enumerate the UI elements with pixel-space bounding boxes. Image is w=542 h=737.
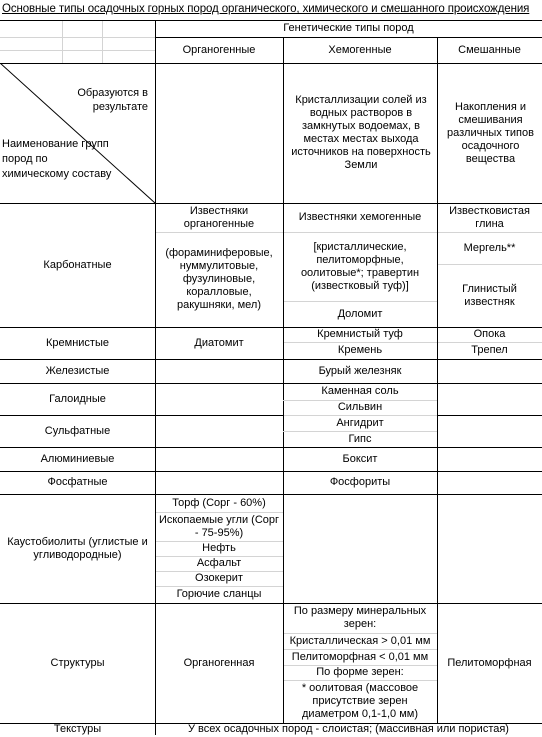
header-formed-as-result: Образуются в результате <box>77 87 148 113</box>
structures-chem-oolite: * оолитовая (массовое присутствие зерен диаметром 0,1-1,0 мм) <box>301 682 419 720</box>
group-carbonate: Карбонатные <box>43 258 112 271</box>
carbonate-mix-3: Глинистый известняк <box>462 282 517 308</box>
caustobiolite-item: Горючие сланцы <box>176 588 262 600</box>
caustobiolite-item: Ископаемые угли (Cорг - 75-95%) <box>158 513 280 539</box>
carbonate-org-title: Известняки органогенные <box>183 204 255 230</box>
haloid-chem-2: Сильвин <box>337 401 383 413</box>
siliceous-org: Диатомит <box>194 336 244 349</box>
carbonate-org-list: (фораминиферовые, нуммулитовые, фузулиновые, коралловые, ракушняки, мел) <box>165 247 273 311</box>
group-caustobiolites: Каустобиолиты (углистые и угливодородные) <box>7 535 148 561</box>
header-chemogenic: Хемогенные <box>328 43 392 56</box>
structures-chem-header-1: По размеру минеральных зерен: <box>293 605 427 630</box>
siliceous-chem-1: Кремнистый туф <box>317 328 403 340</box>
carbonate-chem-list: [кристаллические, пелитоморфные, оолитовые*; травертин (известковый туф)] <box>300 240 420 292</box>
gridline <box>102 20 103 63</box>
carbonate-mix-2: Мергель** <box>463 241 516 254</box>
structures-org: Органогенная <box>183 656 255 669</box>
header-mixed: Смешанные <box>458 43 521 56</box>
header-group-names: Наименование групп пород по химическому составу <box>2 138 112 180</box>
group-structures: Структуры <box>50 656 105 669</box>
gridline <box>283 400 437 401</box>
group-textures: Текстуры <box>53 723 102 735</box>
border-line <box>437 415 542 416</box>
gridline <box>0 50 155 51</box>
caustobiolite-item: Нефть <box>202 542 236 554</box>
structures-mix: Пелитоморфная <box>447 656 532 669</box>
group-phosphate: Фосфатные <box>47 476 108 488</box>
border-line <box>155 415 283 416</box>
haloid-chem-1: Каменная соль <box>321 385 399 397</box>
phosphate-chem: Фосфориты <box>329 476 391 488</box>
diagonal-divider <box>0 63 156 204</box>
ferruginous-chem: Бурый железняк <box>318 364 402 377</box>
caustobiolite-item: Озокерит <box>195 572 243 584</box>
chemogenic-origin: Кристаллизации солей из водных растворов в замкнутых водоемах, в местах местах выхода источников на поверхность Земли <box>291 94 431 171</box>
sulfate-chem-2: Гипс <box>348 432 372 445</box>
mixed-origin: Накопления и смешивания различных типов осадочного вещества <box>447 100 534 165</box>
gridline <box>0 37 155 38</box>
header-genetic-types: Генетические типы пород <box>283 22 414 34</box>
siliceous-chem-2: Кремень <box>337 344 383 356</box>
group-ferruginous: Железистые <box>45 364 110 377</box>
carbonate-mix-1: Известковистая глина <box>449 204 530 230</box>
structures-chem-pelit: Пелитоморфная < 0,01 мм <box>291 650 429 663</box>
carbonate-dolomite: Доломит <box>337 307 383 320</box>
aluminous-chem: Боксит <box>342 452 378 465</box>
group-sulfate: Сульфатные <box>44 424 111 437</box>
caustobiolite-item: Торф (Cорг - 60%) <box>172 496 266 509</box>
carbonate-chem-title: Известняки хемогенные <box>298 211 422 223</box>
table-title: Основные типы осадочных горных пород органического, химического и смешанного происхождения <box>2 3 530 15</box>
group-siliceous: Кремнистые <box>46 336 109 349</box>
siliceous-mix-1: Опока <box>473 328 506 340</box>
textures-value: У всех осадочных пород - слоистая; (массивная или пористая) <box>188 723 509 735</box>
gridline <box>62 20 63 63</box>
group-aluminous: Алюминиевые <box>40 452 115 465</box>
structures-chem-cryst: Кристаллическая > 0,01 мм <box>289 634 431 647</box>
group-haloid: Галоидные <box>49 392 106 405</box>
siliceous-mix-2: Трепел <box>471 344 508 356</box>
sulfate-chem-1: Ангидрит <box>336 416 384 429</box>
structures-chem-header-2: По форме зерен: <box>316 666 404 678</box>
caustobiolite-item: Асфальт <box>196 557 242 569</box>
header-organogenic: Органогенные <box>182 43 256 56</box>
